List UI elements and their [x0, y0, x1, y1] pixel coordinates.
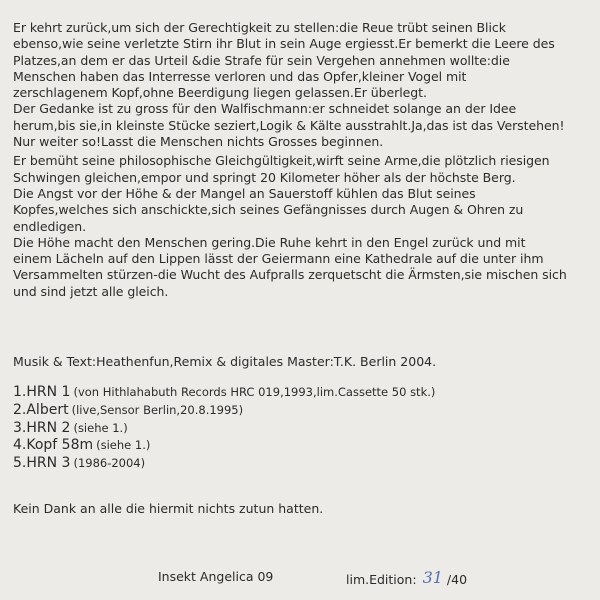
- track-item: [13, 455, 435, 473]
- track-list: [13, 384, 435, 473]
- story-line: Er kehrt zurück,um sich der Gerechtigkeit zu stellen:die Reue trübt seinen Blick: [13, 20, 506, 35]
- story-paragraph-1: [13, 20, 591, 150]
- track-note: (von Hithlahabuth Records HRC 019,1993,lim.Cassette 50 stk.): [73, 385, 436, 399]
- story-text: [13, 20, 591, 300]
- release-catalog-label: Insekt Angelica 09: [158, 569, 274, 584]
- track-item: [13, 402, 435, 420]
- track-item: [13, 437, 435, 455]
- track-title: 1.HRN 1: [13, 384, 71, 400]
- story-line: Der Gedanke ist zu gross für den Walfischmann:er schneidet solange an der Idee: [13, 101, 517, 117]
- track-note: (1986-2004): [73, 456, 146, 471]
- track-note: (live,Sensor Berlin,20.8.1995): [71, 402, 244, 417]
- story-line: einem Lächeln auf den Lippen lässt der Geiermann eine Kathedrale auf die unter ihm: [13, 251, 544, 267]
- story-line: Die Angst vor der Höhe & der Mangel an Sauerstoff kühlen das Blut seines: [13, 185, 476, 201]
- credits-line: Musik & Text:Heathenfun,Remix & digitales Master:T.K. Berlin 2004.: [13, 354, 437, 369]
- no-thanks-line: Kein Dank an alle die hiermit nichts zutun hatten.: [13, 501, 324, 516]
- story-paragraph-2: [13, 153, 591, 300]
- track-title: 3.HRN 2: [13, 419, 71, 436]
- story-line: und sind jetzt alle gleich.: [13, 283, 169, 299]
- story-line: Nur weiter so!Lasst die Menschen nichts Grosses beginnen.: [13, 134, 384, 150]
- track-item: [13, 384, 435, 402]
- handwritten-edition-number: 31: [422, 568, 443, 587]
- edition-info: [346, 569, 467, 588]
- story-line: Kopfes,welches sich anschickte,sich seines Gefängnisses durch Augen & Ohren zu: [13, 202, 524, 218]
- story-line: Schwingen gleichen,empor und springt 20 Kilometer höher als der höchste Berg.: [13, 169, 516, 185]
- track-item: [13, 420, 435, 438]
- story-line: Menschen haben das Interresse verloren und das Opfer,kleiner Vogel mit: [13, 68, 467, 84]
- story-line: herum,bis sie,in kleinste Stücke seziert,Logik & Kälte ausstrahlt.Ja,das ist das Verstehen!: [13, 117, 565, 133]
- edition-total: /40: [446, 572, 468, 587]
- track-note: (siehe 1.): [96, 438, 151, 453]
- track-note: (siehe 1.): [73, 420, 128, 435]
- track-title: 2.Albert: [13, 401, 69, 418]
- track-title: 5.HRN 3: [13, 455, 71, 472]
- track-title: 4.Kopf 58m: [13, 437, 94, 454]
- story-line: Versammelten stürzen-die Wucht des Aufpralls zerquetscht die Ärmsten,sie mischen sich: [13, 267, 567, 283]
- story-line: Die Höhe macht den Menschen gering.Die Ruhe kehrt in den Engel zurück und mit: [13, 234, 526, 250]
- story-line: ebenso,wie seine verletzte Stirn ihr Blut in sein Auge ergiesst.Er bemerkt die Leere des: [13, 36, 555, 52]
- story-line: zerschlagenem Kopf,ohne Beerdigung liegen gelassen.Er überlegt.: [13, 85, 427, 101]
- story-line: Er bemüht seine philosophische Gleichgültigkeit,wirft seine Arme,die plötzlich riesigen: [13, 153, 550, 169]
- story-line: endledigen.: [13, 218, 87, 234]
- edition-label: lim.Edition:: [346, 572, 417, 587]
- story-line: Platzes,an dem er das Urteil &die Strafe für sein Vergehen annehmen wollte:die: [13, 52, 510, 68]
